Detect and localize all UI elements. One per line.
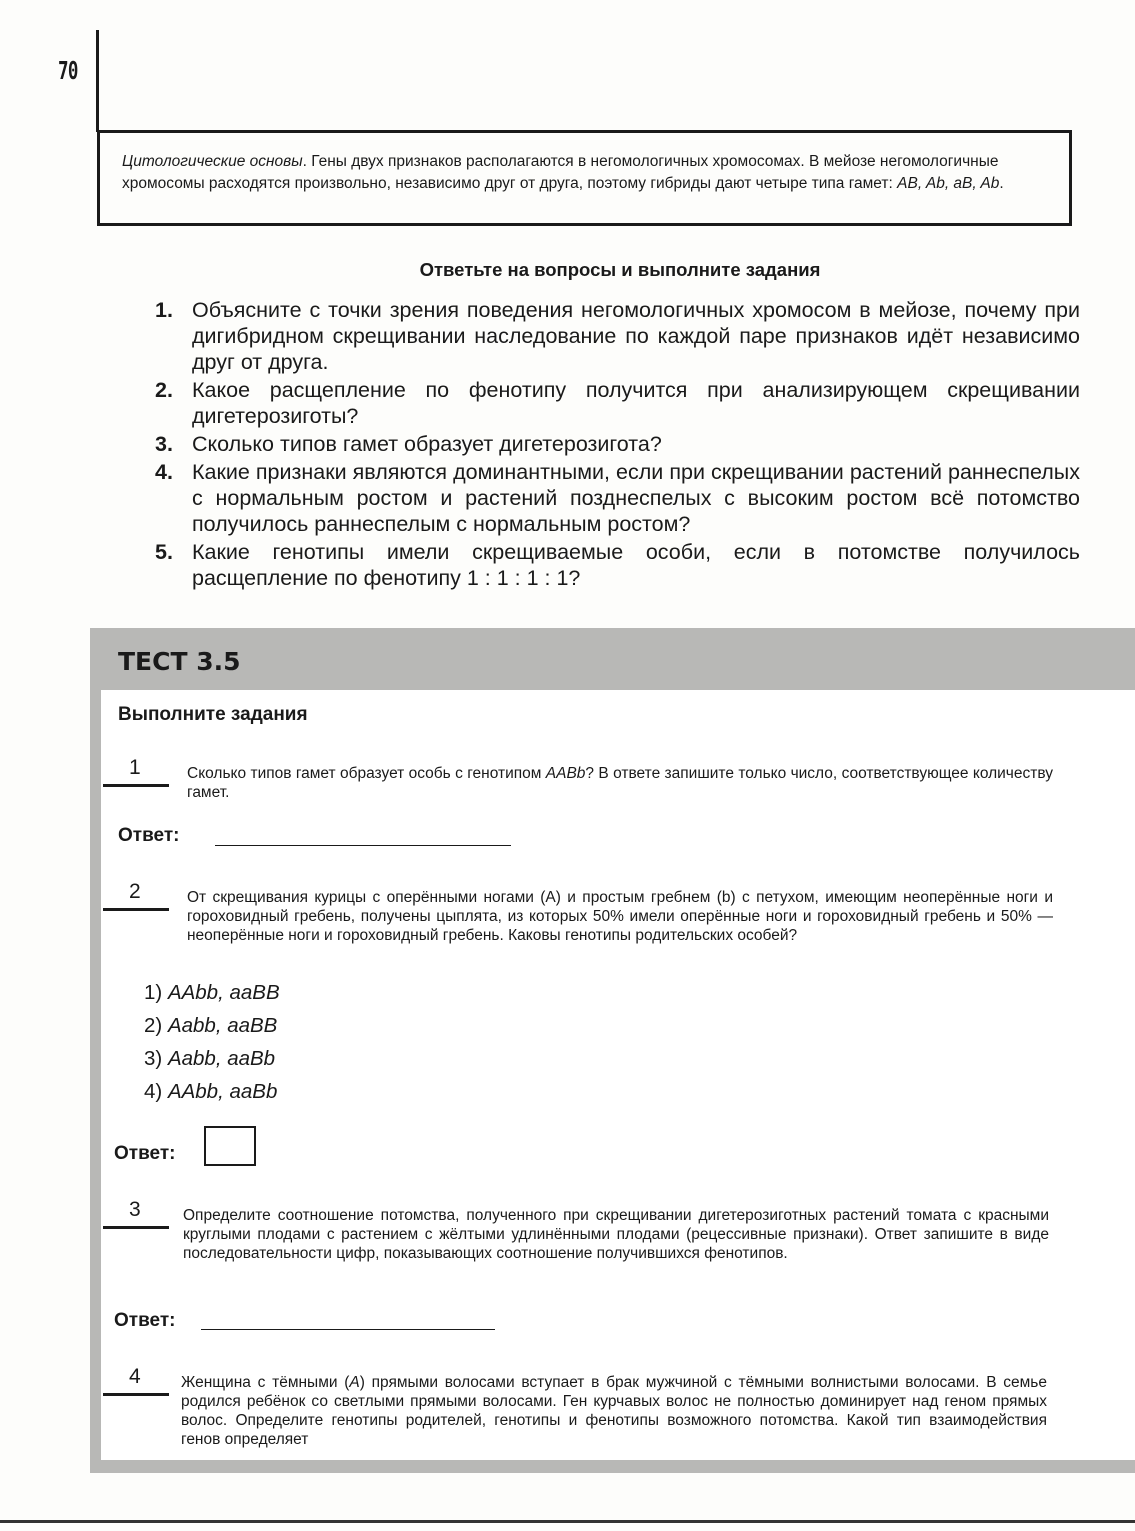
task-allele: А (349, 1374, 360, 1391)
question-item (155, 431, 1080, 457)
margin-rule (96, 30, 99, 132)
task-number-underline (103, 1393, 169, 1396)
task-text: От скрещивания курицы с оперёнными ногами (А) и простым гребнем (b) с петухом, имеющим неоперённые ноги и гороховидный гребень, получены цыплята, из которых 50% имели оперённые ноги и гороховидный гребень и 50% — неоперённые ноги и гороховидный гребень. Каковы генотипы родительских особей? (187, 889, 1053, 944)
task-number: 2 (129, 880, 141, 903)
info-gametes: AB, Ab, aB, Ab (897, 175, 1000, 192)
task-number: 3 (129, 1198, 141, 1221)
question-text: Сколько типов гамет образует дигетерозигота? (192, 432, 662, 456)
question-number: 1. (155, 298, 173, 322)
question-text: Какое расщепление по фенотипу получится при анализирующем скрещивании дигетерозиготы? (192, 378, 1080, 428)
question-number: 4. (155, 460, 173, 484)
answer-label: Ответ: (114, 1310, 176, 1331)
question-item (155, 297, 1080, 375)
answer-field[interactable] (201, 1329, 495, 1330)
info-text: . Гены двух признаков располагаются в негомологичных хромосомах. В мейозе негомологичные хромосомы расходятся произвольно, независимо друг от друга, поэтому гибриды дают четыре типа гамет: (122, 153, 999, 192)
task-genotype: AABb (545, 765, 586, 782)
test-title: ТЕСТ 3.5 (118, 647, 241, 676)
task-number: 4 (129, 1365, 141, 1388)
task-number: 1 (129, 756, 141, 779)
answer-label: Ответ: (114, 1143, 176, 1164)
option-item[interactable]: 2) Aabb, aaBB (144, 1014, 278, 1037)
page-bottom-rule (0, 1520, 1135, 1523)
info-term: Цитологические основы (122, 153, 303, 170)
tasks-heading: Выполните задания (118, 704, 308, 725)
question-number: 2. (155, 378, 173, 402)
questions-heading: Ответьте на вопросы и выполните задания (419, 259, 821, 280)
task-text: Определите соотношение потомства, полученного при скрещивании дигетерозиготных растений томата с красными круглыми плодами с растением с жёлтыми удлинёнными плодами (рецессивные признаки). Ответ запишите в виде последовательности цифр, показывающих соотношение получившихся фенотипов. (183, 1207, 1049, 1262)
question-number: 3. (155, 432, 173, 456)
task-number-underline (103, 784, 169, 787)
task-number-underline (103, 908, 169, 911)
page-number: 70 (58, 56, 78, 85)
options-list (144, 976, 280, 1108)
info-box (97, 130, 1072, 226)
answer-box[interactable] (204, 1126, 256, 1166)
question-item (155, 539, 1080, 591)
option-item[interactable]: 4) AAbb, aaBb (144, 1080, 278, 1103)
option-item[interactable]: 3) Aabb, aaBb (144, 1047, 276, 1070)
test-body (101, 690, 1135, 1460)
task-number-underline (103, 1226, 169, 1229)
answer-field[interactable] (215, 845, 511, 846)
test-panel (90, 628, 1135, 1473)
question-number: 5. (155, 540, 173, 564)
question-item (155, 377, 1080, 429)
task-text: Сколько типов гамет образует особь с генотипом AABb? В ответе запишите только число, соответствующее количеству гамет. (187, 765, 1053, 801)
question-text: Какие генотипы имели скрещиваемые особи, если в потомстве получилось расщепление по фенотипу 1 : 1 : 1 : 1? (192, 540, 1080, 590)
option-item[interactable]: 1) AAbb, aaBB (144, 981, 280, 1004)
info-end: . (999, 175, 1004, 192)
questions-list (155, 297, 1080, 593)
answer-label: Ответ: (118, 825, 180, 846)
question-item (155, 459, 1080, 537)
task-text: Женщина с тёмными (А) прямыми волосами вступает в брак мужчиной с тёмными волнистыми волосами. В семье родился ребёнок со светлыми прямыми волосами. Ген курчавых волос не полностью доминирует над геном прямых волос. Определите генотипы родителей, генотипы и фенотипы возможного потомства. Какой тип взаимодействия генов определяет (181, 1374, 1047, 1448)
question-text: Объясните с точки зрения поведения негомологичных хромосом в мейозе, почему при дигибридном скрещивании наследование по каждой паре признаков идёт независимо друг от друга. (192, 298, 1080, 374)
question-text: Какие признаки являются доминантными, если при скрещивании растений раннеспелых с нормальным ростом и растений позднеспелых с высоким ростом всё потомство получилось раннеспелым с нормальным ростом? (192, 460, 1080, 536)
